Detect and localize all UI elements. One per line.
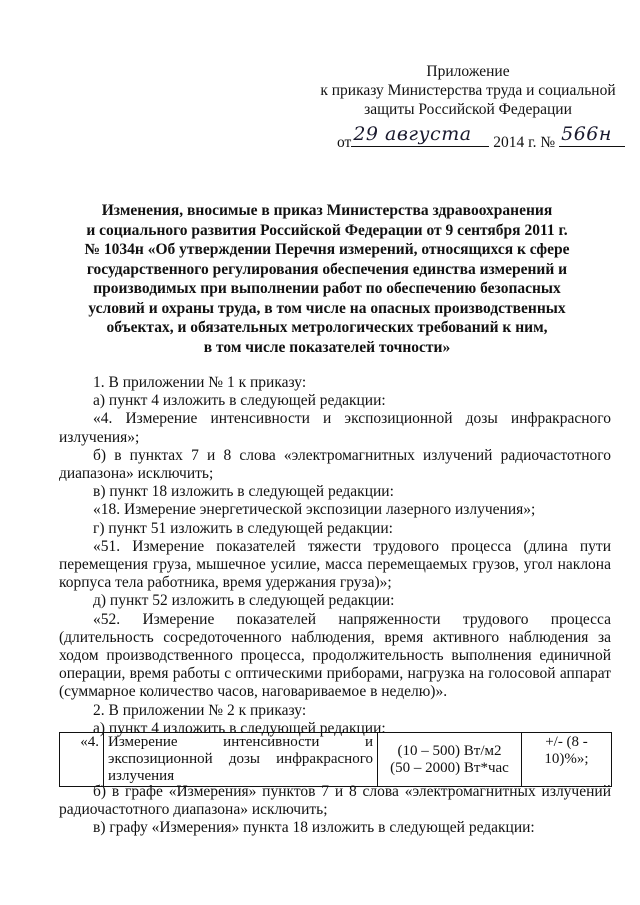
title-line: Изменения, вносимые в приказ Министерства здравоохранения xyxy=(101,202,553,219)
table-cell-number: «4. xyxy=(60,733,104,787)
handwritten-date: 29 августа xyxy=(353,123,472,145)
table-cell-measurement: Измерение интенсивности и экспозиционной дозы инфракрасного излучения xyxy=(104,733,378,787)
title-line: государственного регулирования обеспечения единства измерений и xyxy=(86,260,568,278)
date-blank xyxy=(351,123,489,147)
appendix-line-2: защиты Российской Федерации xyxy=(364,101,572,118)
paragraph: «4. Измерение интенсивности и экспозиционной дозы инфракрасного излучения»; xyxy=(59,410,611,446)
appendix-header xyxy=(318,62,618,119)
document-body-continued xyxy=(59,783,611,838)
title-line: в том числе показателей точности» xyxy=(203,338,451,356)
paragraph: в) графу «Измерения» пункта 18 изложить в следующей редакции: xyxy=(93,819,535,837)
title-line: № 1034н «Об утверждении Перечня измерений, относящихся к сфере xyxy=(84,241,570,258)
order-prefix: от xyxy=(337,134,352,151)
paragraph: а) пункт 4 изложить в следующей редакции: xyxy=(93,392,386,410)
table-row xyxy=(60,733,612,787)
paragraph: д) пункт 52 изложить в следующей редакции: xyxy=(93,592,395,610)
number-blank xyxy=(559,123,625,147)
paragraph: б) в пунктах 7 и 8 слова «электромагнитных излучений радиочастотного диапазона» исключить; xyxy=(59,446,611,483)
amendment-table xyxy=(59,732,612,787)
document-body xyxy=(59,374,611,738)
paragraph: г) пункт 51 изложить в следующей редакции: xyxy=(93,519,393,537)
handwritten-number: 566н xyxy=(561,123,612,145)
order-year: 2014 г. № xyxy=(493,134,556,151)
table-cell-accuracy: +/- (8 - 10)%»; xyxy=(522,733,612,787)
paragraph: в) пункт 18 изложить в следующей редакции: xyxy=(93,483,394,501)
range-line-2: (50 – 2000) Вт*час xyxy=(390,759,509,776)
paragraph: «18. Измерение энергетической экспозиции лазерного излучения»; xyxy=(93,501,536,519)
paragraph: 2. В приложении № 2 к приказу: xyxy=(93,701,307,719)
appendix-line-1: к приказу Министерства труда и социальной xyxy=(320,82,616,99)
title-line: объектах, и обязательных метрологических требований к ним, xyxy=(106,319,548,336)
title-line: условий и охраны труда, в том числе на опасных производственных xyxy=(88,299,566,317)
paragraph: 1. В приложении № 1 к приказу: xyxy=(93,374,307,391)
order-date-line xyxy=(337,123,625,152)
paragraph: а) пункт 4 изложить в следующей редакции: xyxy=(93,719,386,737)
paragraph: «52. Измерение показателей напряженности трудового процесса (длительность сосредоточенного наблюдения, время активного наблюдения за ходом производственного процесса, продолжительность выполнения единичной операции, время работы с оптическими приборами, нагрузка на голосовой аппарат (суммарное количество часов, наговариваемое в неделю)». xyxy=(59,610,611,701)
appendix-title: Приложение xyxy=(426,63,510,80)
table-cell-range xyxy=(378,733,522,787)
paragraph: б) в графе «Измерения» пунктов 7 и 8 слова «электромагнитных излучений радиочастотного диапазона» исключить; xyxy=(59,783,611,819)
title-line: производимых при выполнении работ по обеспечению безопасных xyxy=(93,280,561,297)
document-title xyxy=(82,201,572,357)
title-line: и социального развития Российской Федерации от 9 сентября 2011 г. xyxy=(86,221,568,239)
range-line-1: (10 – 500) Вт/м2 xyxy=(397,742,502,759)
paragraph: «51. Измерение показателей тяжести трудового процесса (длина пути перемещения груза, мышечное усилие, масса перемещаемых грузов, угол наклона корпуса тела работника, время удержания груза)»; xyxy=(59,537,611,592)
